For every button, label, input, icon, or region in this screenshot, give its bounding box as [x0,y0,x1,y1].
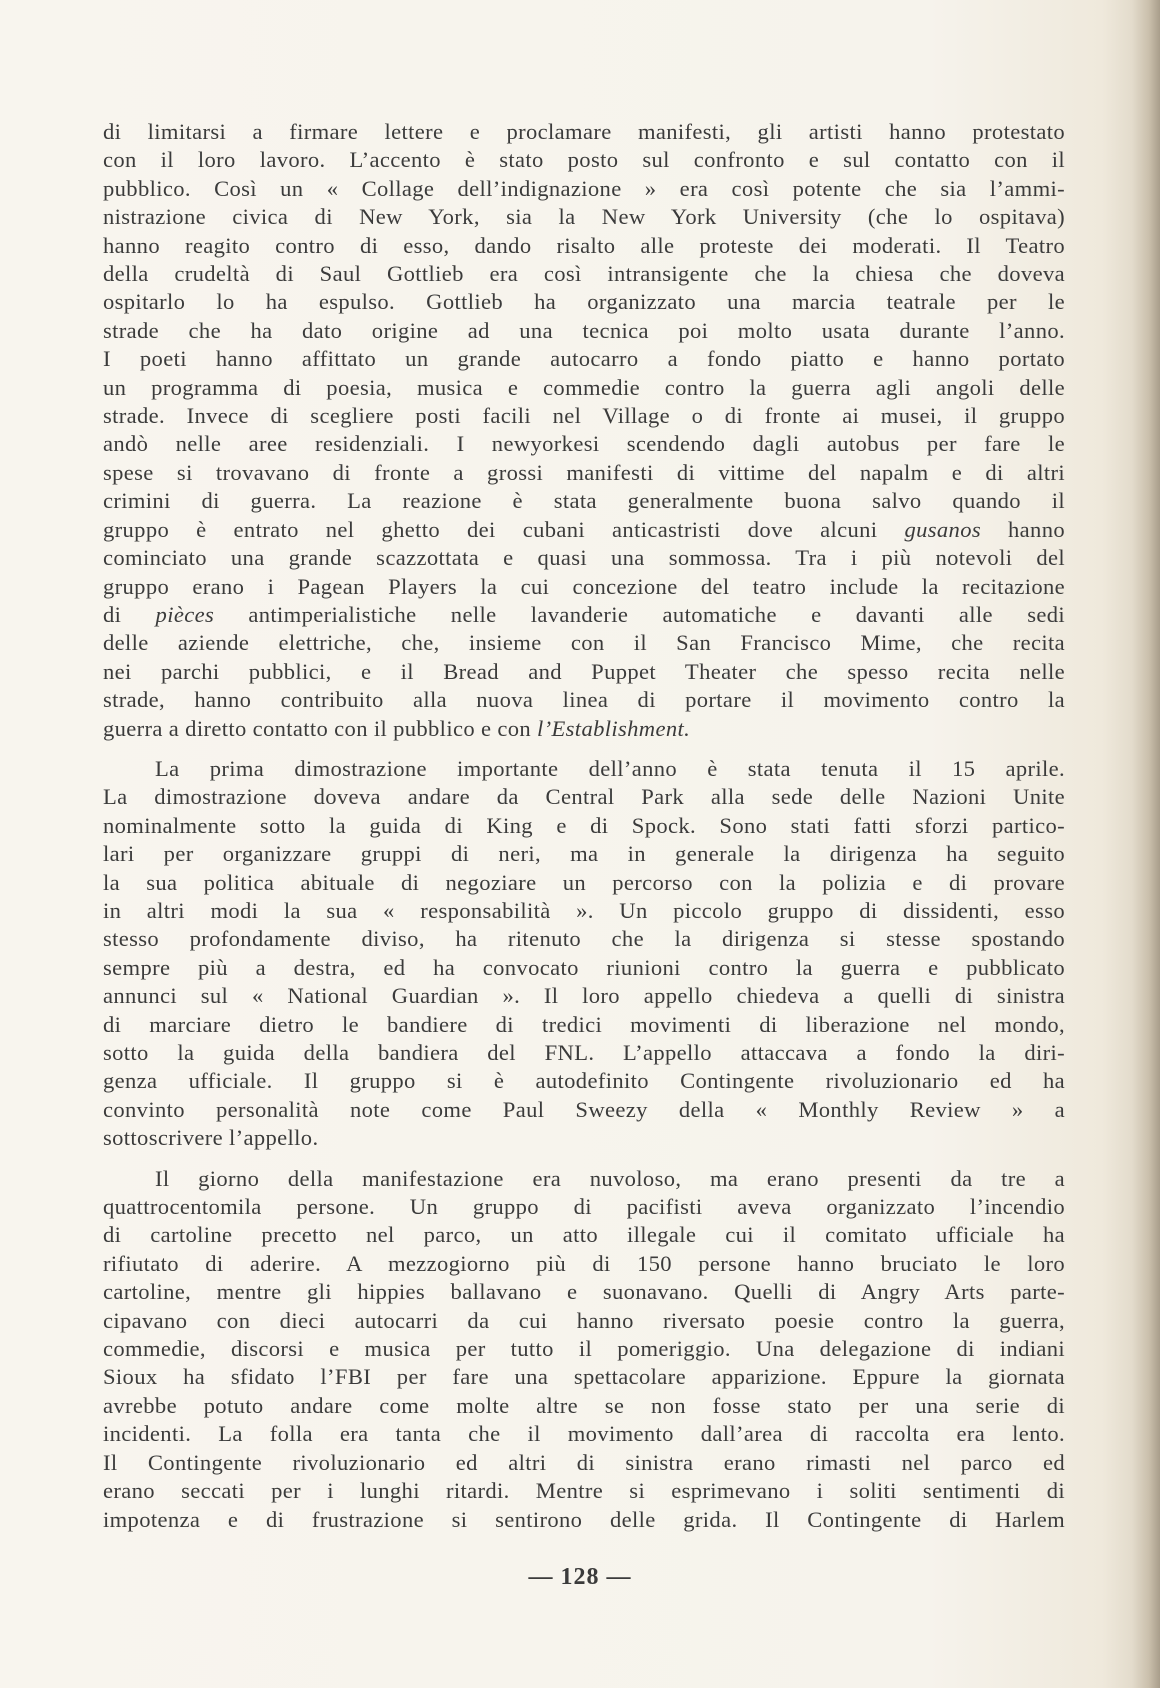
text-line: la sua politica abituale di negoziare un percorso con la polizia e di provare [103,869,1065,895]
text-line: strade che ha dato origine ad una tecnica poi molto usata durante l’anno. [103,317,1065,343]
text-line: quattrocentomila persone. Un gruppo di pacifisti aveva organizzato l’incendio [103,1194,1065,1220]
page-number: — 128 — [528,1564,632,1590]
text-line: genza ufficiale. Il gruppo si è autodefinito Contingente rivoluzionario ed ha [103,1068,1065,1094]
text-run: di [103,601,122,627]
text-line: incidenti. La folla era tanta che il movimento dall’area di raccolta era lento. [103,1421,1065,1447]
text-line: di marciare dietro le bandiere di tredici movimenti di liberazione nel mondo, [103,1011,1065,1037]
text-line: Il giorno della manifestazione era nuvoloso, ma erano presenti da tre a [155,1165,1065,1191]
text-line: andò nelle aree residenziali. I newyorkesi scendendo dagli autobus per fare le [103,431,1065,457]
text-line: spese si trovavano di fronte a grossi manifesti di vittime del napalm e di altri [103,459,1065,485]
paragraph-1 [103,118,1065,743]
text-line [103,516,1065,544]
text-line: crimini di guerra. La reazione è stata generalmente buona salvo quando il [103,488,1065,514]
text-run: guerra a diretto contatto con il pubblico e con [103,715,532,741]
text-line: La prima dimostrazione importante dell’anno è stata tenuta il 15 aprile. [155,755,1065,781]
text-line: di cartoline precetto nel parco, un atto illegale cui il comitato ufficiale ha [103,1222,1065,1248]
text-line: un programma di poesia, musica e commedie contro la guerra agli angoli delle [103,374,1065,400]
text-run: gruppo è entrato nel ghetto dei cubani anticastristi dove alcuni [103,516,878,542]
text-line: in altri modi la sua « responsabilità ». Un piccolo gruppo di dissidenti, esso [103,897,1065,923]
text-line: sottoscrivere l’appello. [103,1125,319,1151]
paragraph-2 [103,755,1065,1153]
text-run: antimperialistiche nelle lavanderie automatiche e davanti alle sedi [248,601,1065,627]
text-line: convinto personalità note come Paul Sweezy della « Monthly Review » a [103,1096,1065,1122]
text-line: sempre più a destra, ed ha convocato riunioni contro la guerra e pubblicato [103,954,1065,980]
text-line: di limitarsi a firmare lettere e proclamare manifesti, gli artisti hanno protestato [103,119,1065,144]
text-line: hanno reagito contro di esso, dando risalto alle proteste dei moderati. Il Teatro [103,232,1065,258]
text-line: impotenza e di frustrazione si sentirono delle grida. Il Contingente di Harlem [103,1506,1065,1532]
text-line: sotto la guida della bandiera del FNL. L’appello attaccava a fondo la diri- [103,1040,1065,1065]
text-line: nistrazione civica di New York, sia la New York University (che lo ospitava) [103,204,1065,230]
text-line: strade. Invece di scegliere posti facili nel Village o di fronte ai musei, il gruppo [103,403,1065,429]
text-line: rifiutato di aderire. A mezzogiorno più di 150 persone hanno bruciato le loro [103,1250,1065,1276]
italic-term: gusanos [904,516,981,542]
text-line: Il Contingente rivoluzionario ed altri di sinistra erano rimasti nel parco ed [103,1449,1065,1475]
text-line: nominalmente sotto la guida di King e di Spock. Sono stati fatti sforzi partico- [103,812,1065,838]
text-line: La dimostrazione doveva andare da Central Park alla sede delle Nazioni Unite [103,784,1065,810]
text-line: pubblico. Così un « Collage dell’indignazione » era così potente che sia l’ammi- [103,175,1065,201]
text-line: lari per organizzare gruppi di neri, ma in generale la dirigenza ha seguito [103,841,1065,867]
text-run: hanno [1008,516,1065,542]
text-line: cartoline, mentre gli hippies ballavano e suonavano. Quelli di Angry Arts parte- [103,1279,1065,1305]
text-line: delle aziende elettriche, che, insieme con il San Francisco Mime, che recita [103,630,1065,656]
text-line: avrebbe potuto andare come molte altre se non fosse stato per una serie di [103,1392,1065,1418]
italic-term: pièces [155,601,215,627]
text-line: stesso profondamente diviso, ha ritenuto che la dirigenza si stesse spostando [103,926,1065,952]
text-line: strade, hanno contribuito alla nuova linea di portare il movimento contro la [103,687,1065,713]
text-line [103,715,1065,743]
text-line: gruppo erano i Pagean Players la cui concezione del teatro include la recitazione [103,573,1065,599]
text-line: commedie, discorsi e musica per tutto il pomeriggio. Una delegazione di indiani [103,1336,1065,1362]
paragraph-3 [103,1165,1065,1534]
text-line: con il loro lavoro. L’accento è stato posto sul confronto e sul contatto con il [103,147,1065,173]
text-line: I poeti hanno affittato un grande autocarro a fondo piatto e hanno portato [103,346,1065,372]
text-line: erano seccati per i lunghi ritardi. Mentre si esprimevano i soliti sentimenti di [103,1478,1065,1504]
text-line: annunci sul « National Guardian ». Il loro appello chiedeva a quelli di sinistra [103,983,1065,1009]
text-line: della crudeltà di Saul Gottlieb era così intransigente che la chiesa che doveva [103,261,1065,287]
text-line: ospitarlo lo ha espulso. Gottlieb ha organizzato una marcia teatrale per le [103,289,1065,315]
text-line: cipavano con dieci autocarri da cui hanno riversato poesie contro la guerra, [103,1307,1065,1333]
text-line: cominciato una grande scazzottata e quasi una sommossa. Tra i più notevoli del [103,545,1065,571]
body-text [103,118,1065,1534]
text-line: Sioux ha sfidato l’FBI per fare una spettacolare apparizione. Eppure la giornata [103,1364,1065,1390]
italic-term: l’Establishment. [537,715,691,741]
text-line: nei parchi pubblici, e il Bread and Puppet Theater che spesso recita nelle [103,658,1065,684]
text-line [103,601,1065,629]
